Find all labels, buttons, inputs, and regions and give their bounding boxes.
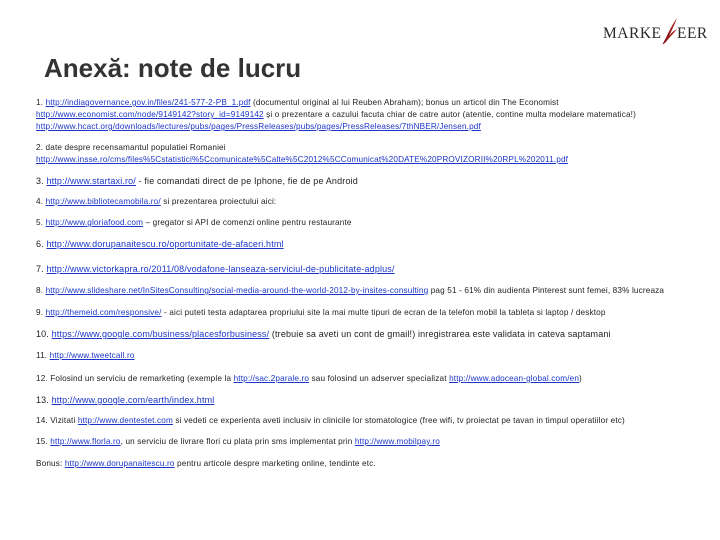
note-link[interactable]: http://www.tweetcall.ro [49,351,135,360]
note-item [36,142,568,166]
note-line [36,238,284,250]
note-text: pentru articole despre marketing online, tendinte etc. [174,459,376,468]
note-line [36,142,568,154]
note-text: 8. [36,286,46,295]
note-item [36,307,606,319]
markefeer-logo [603,14,707,56]
note-text: ) [579,374,582,383]
note-link[interactable]: http://www.florla.ro [50,437,121,446]
note-link[interactable]: http://www.hcact.org/downloads/lectures/pubs/pages/PressReleases/pubs/pages/PressReleases/7thNBER/Jensen.pdf [36,122,481,131]
note-text: 12. Folosind un serviciu de remarketing (exemple la [36,374,234,383]
note-link[interactable]: http://www.dentestet.com [77,416,173,425]
note-line [36,109,636,121]
note-link[interactable]: http://www.mobilpay.ro [354,437,440,446]
note-text: 9. [36,308,46,317]
note-line [36,415,625,427]
note-line [36,154,568,166]
note-text: - fie comandati direct de pe Iphone, fie de pe Android [135,176,358,186]
note-item [36,263,395,275]
note-text: (trebuie sa aveti un cont de gmail!) inregistrarea este validata in cateva saptamani [269,329,611,339]
note-line [36,217,352,229]
note-link[interactable]: http://www.adocean-global.com/en [449,374,580,383]
note-text: si vedeti ce experienta aveti inclusiv in clinicile lor stomatologice (free wifi, tv proiectat pe tavan in timpul operatiilor etc) [172,416,625,425]
note-link[interactable]: http://www.dorupanaitescu.ro/oportunitate-de-afaceri.html [46,239,284,249]
note-text: pag 51 - 61% din audienta Pinterest sunt femei, 83% lucreaza [428,286,665,295]
note-text: (documentul original al lui Reuben Abraham); bonus un articol din The Economist [250,98,559,107]
note-text: 6. [36,239,47,249]
note-link[interactable]: http://indiagovernance.gov.in/files/241-577-2-PB_1.pdf [45,98,251,107]
note-link[interactable]: http://themeid.com/responsive/ [45,308,162,317]
note-text: sau folosind un adserver specializat [309,374,450,383]
note-item [36,175,358,187]
note-line [36,285,664,297]
note-item [36,217,352,229]
note-text: – gregator si API de comenzi online pentru restaurante [143,218,352,227]
note-item [36,350,135,362]
note-text: 10. [36,329,52,339]
note-text: 1. [36,98,46,107]
note-text: 13. [36,395,52,405]
logo-text-right: EER [677,25,708,42]
note-link[interactable]: http://sac.2parale.ro [233,374,310,383]
note-link[interactable]: http://www.bibliotecamobila.ro/ [45,197,161,206]
note-link[interactable]: http://www.slideshare.net/InSitesConsulting/social-media-around-the-world-2012-by-insites-consulting [45,286,429,295]
note-text: și o prezentare a cazului facuta chiar de catre autor (atentie, contine multa modelare matematica!) [263,110,636,119]
note-line [36,436,440,448]
note-text: 14. Vizitati [36,416,78,425]
note-item [36,394,214,406]
note-link[interactable]: https://www.google.com/business/placesforbusiness/ [51,329,270,339]
note-line [36,350,135,362]
note-text: Bonus: [36,459,65,468]
note-line [36,175,358,187]
logo-text-left: MARKE [603,25,662,42]
note-line [36,328,611,340]
note-item [36,373,582,385]
note-link[interactable]: http://www.insse.ro/cms/files%5Cstatistici%5Ccomunicate%5Calte%5C2012%5CComunicat%20DATE%20PROVIZORII%20RPL%202011.pdf [36,155,569,164]
note-line [36,196,276,208]
note-text: 7. [36,264,47,274]
note-item [36,328,611,340]
note-line [36,458,376,470]
note-text: si prezentarea proiectului aici: [160,197,277,206]
note-text: - aici puteti testa adaptarea propriului site la mai multe tipuri de ecran de la telefon mobil la tableta si laptop / desktop [161,308,606,317]
note-link[interactable]: http://www.economist.com/node/9149142?story_id=9149142 [36,110,264,119]
note-item [36,285,664,297]
note-text: 11. [36,351,50,360]
note-text: 3. [36,176,47,186]
note-item [36,196,276,208]
note-text: 5. [36,218,46,227]
note-line [36,373,582,385]
note-line [36,121,636,133]
note-item [36,97,636,133]
note-link[interactable]: http://www.dorupanaitescu.ro [64,459,175,468]
note-item [36,415,625,427]
note-text: , un serviciu de livrare flori cu plata prin sms implementat prin [120,437,355,446]
note-link[interactable]: http://www.google.com/earth/index.html [51,395,215,405]
note-item [36,458,376,470]
note-line [36,97,636,109]
note-line [36,307,606,319]
note-link[interactable]: http://www.victorkapra.ro/2011/08/vodafone-lanseaza-serviciul-de-publicitate-adplus/ [46,264,395,274]
note-item [36,238,284,250]
note-link[interactable]: http://www.startaxi.ro/ [46,176,136,186]
note-text: 2. date despre recensamantul populatiei Romaniei [36,143,226,152]
page-title: Anexă: note de lucru [44,53,302,83]
note-link[interactable]: http://www.gloriafood.com [45,218,144,227]
note-item [36,436,440,448]
note-text: 4. [36,197,46,206]
note-line [36,394,214,406]
note-line [36,263,395,275]
note-text: 15. [36,437,51,446]
